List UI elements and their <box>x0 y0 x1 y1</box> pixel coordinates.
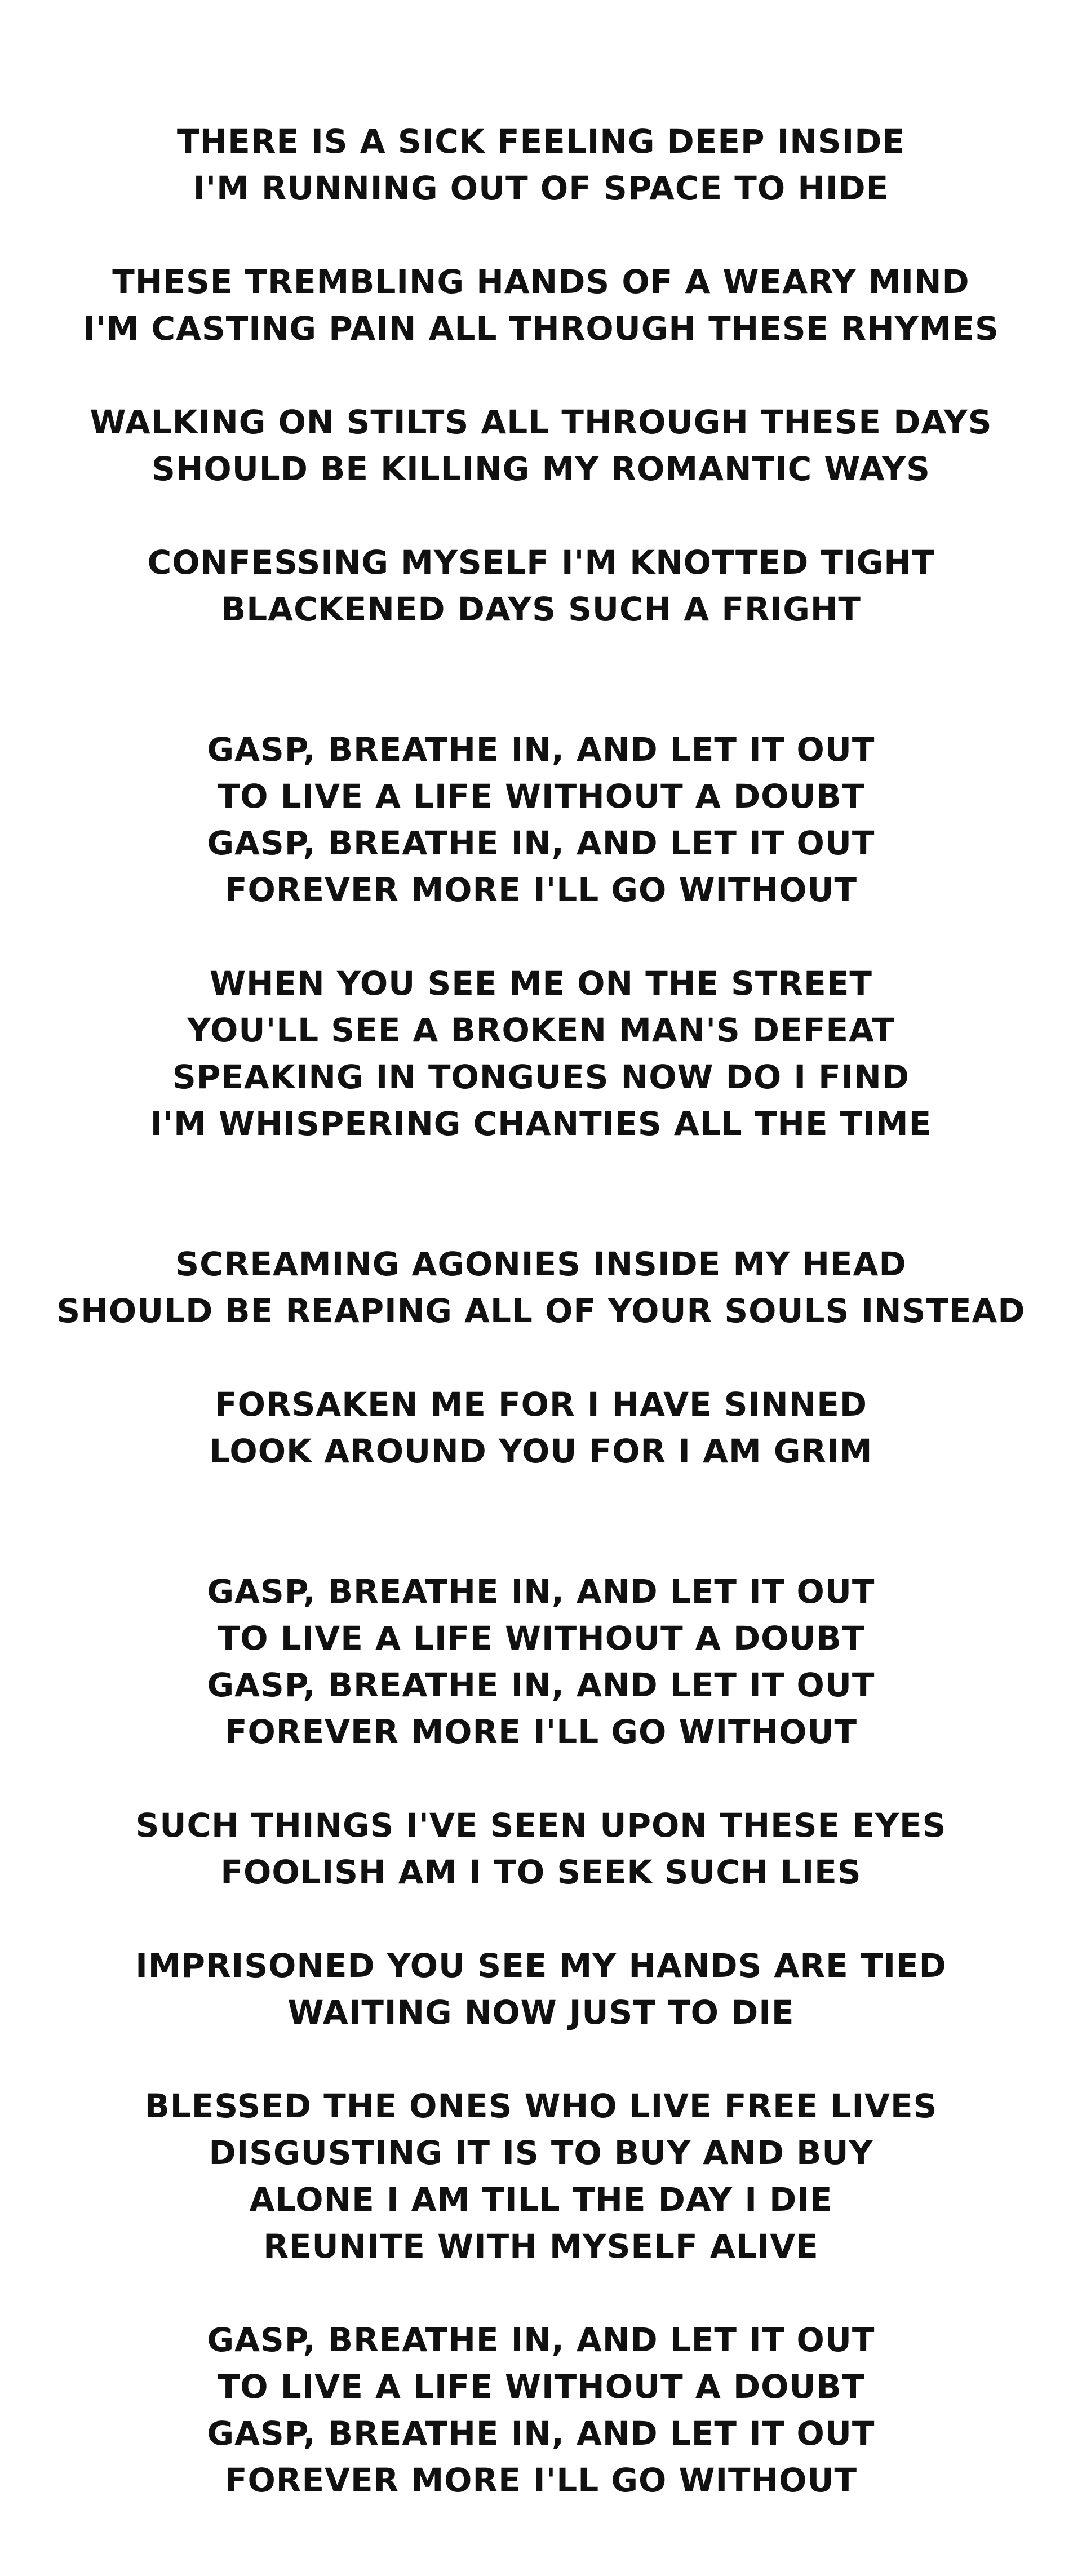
lyric-line: FOOLISH AM I TO SEEK SUCH LIES <box>220 1853 862 1891</box>
lyric-line: I'M WHISPERING CHANTIES ALL THE TIME <box>150 1105 932 1143</box>
stanza-gap <box>0 633 1082 726</box>
stanza-gap <box>0 1147 1082 1241</box>
stanza-7 <box>0 1381 1082 1475</box>
stanza-9 <box>0 1943 1082 2036</box>
stanza-1 <box>0 118 1082 212</box>
lyric-line: GASP, BREATHE IN, AND LET IT OUT <box>207 2414 875 2453</box>
stanza-8 <box>0 1802 1082 1896</box>
lyric-line: LOOK AROUND YOU FOR I AM GRIM <box>209 1432 873 1470</box>
stanza-gap <box>0 2270 1082 2317</box>
stanza-5 <box>0 960 1082 1147</box>
lyric-line: YOU'LL SEE A BROKEN MAN'S DEFEAT <box>187 1011 895 1049</box>
lyric-line: I'M CASTING PAIN ALL THROUGH THESE RHYMES <box>83 309 999 348</box>
lyric-line: GASP, BREATHE IN, AND LET IT OUT <box>207 1572 875 1611</box>
stanza-gap <box>0 1475 1082 1568</box>
lyric-line: BLACKENED DAYS SUCH A FRIGHT <box>221 590 861 628</box>
stanza-gap <box>0 1334 1082 1381</box>
lyric-line: WHEN YOU SEE ME ON THE STREET <box>210 964 872 1003</box>
lyric-line: SCREAMING AGONIES INSIDE MY HEAD <box>175 1245 907 1283</box>
lyric-line: THERE IS A SICK FEELING DEEP INSIDE <box>177 122 905 161</box>
lyric-line: THESE TREMBLING HANDS OF A WEARY MIND <box>112 263 970 301</box>
lyric-line: TO LIVE A LIFE WITHOUT A DOUBT <box>217 1619 865 1657</box>
chorus-1 <box>0 726 1082 914</box>
stanza-gap <box>0 493 1082 539</box>
stanza-4 <box>0 539 1082 633</box>
lyric-line: SHOULD BE REAPING ALL OF YOUR SOULS INSTEAD <box>56 1292 1026 1330</box>
lyric-line: FOREVER MORE I'LL GO WITHOUT <box>224 1713 858 1751</box>
stanza-3 <box>0 399 1082 493</box>
lyric-line: FOREVER MORE I'LL GO WITHOUT <box>224 871 858 909</box>
lyric-line: TO LIVE A LIFE WITHOUT A DOUBT <box>217 777 865 815</box>
stanza-2 <box>0 259 1082 352</box>
lyric-line: FOREVER MORE I'LL GO WITHOUT <box>224 2461 858 2499</box>
stanza-gap <box>0 1755 1082 1802</box>
lyric-line: BLESSED THE ONES WHO LIVE FREE LIVES <box>144 2087 938 2125</box>
chorus-2 <box>0 1568 1082 1755</box>
lyric-line: GASP, BREATHE IN, AND LET IT OUT <box>207 2321 875 2359</box>
stanza-gap <box>0 2036 1082 2083</box>
lyric-line: DISGUSTING IT IS TO BUY AND BUY <box>209 2134 873 2172</box>
lyric-line: ALONE I AM TILL THE DAY I DIE <box>249 2180 833 2219</box>
lyric-line: TO LIVE A LIFE WITHOUT A DOUBT <box>217 2367 865 2406</box>
lyric-line: SHOULD BE KILLING MY ROMANTIC WAYS <box>152 450 930 488</box>
stanza-gap <box>0 352 1082 399</box>
lyric-line: SUCH THINGS I'VE SEEN UPON THESE EYES <box>135 1806 947 1845</box>
lyric-line: CONFESSING MYSELF I'M KNOTTED TIGHT <box>147 543 935 582</box>
lyric-line: WALKING ON STILTS ALL THROUGH THESE DAYS <box>90 403 992 441</box>
lyric-line: I'M RUNNING OUT OF SPACE TO HIDE <box>193 169 889 207</box>
lyric-line: IMPRISONED YOU SEE MY HANDS ARE TIED <box>135 1947 947 1985</box>
lyrics-body <box>0 118 1082 2504</box>
stanza-10 <box>0 2083 1082 2270</box>
chorus-3 <box>0 2317 1082 2504</box>
lyric-line: GASP, BREATHE IN, AND LET IT OUT <box>207 730 875 769</box>
stanza-gap <box>0 914 1082 960</box>
lyric-line: GASP, BREATHE IN, AND LET IT OUT <box>207 1666 875 1704</box>
lyric-line: GASP, BREATHE IN, AND LET IT OUT <box>207 824 875 862</box>
stanza-gap <box>0 212 1082 259</box>
lyric-line: FORSAKEN ME FOR I HAVE SINNED <box>214 1385 868 1424</box>
stanza-6 <box>0 1241 1082 1334</box>
lyric-line: REUNITE WITH MYSELF ALIVE <box>263 2227 819 2265</box>
lyric-line: WAITING NOW JUST TO DIE <box>287 1993 795 2032</box>
lyric-line: SPEAKING IN TONGUES NOW DO I FIND <box>172 1058 910 1096</box>
stanza-gap <box>0 1896 1082 1943</box>
